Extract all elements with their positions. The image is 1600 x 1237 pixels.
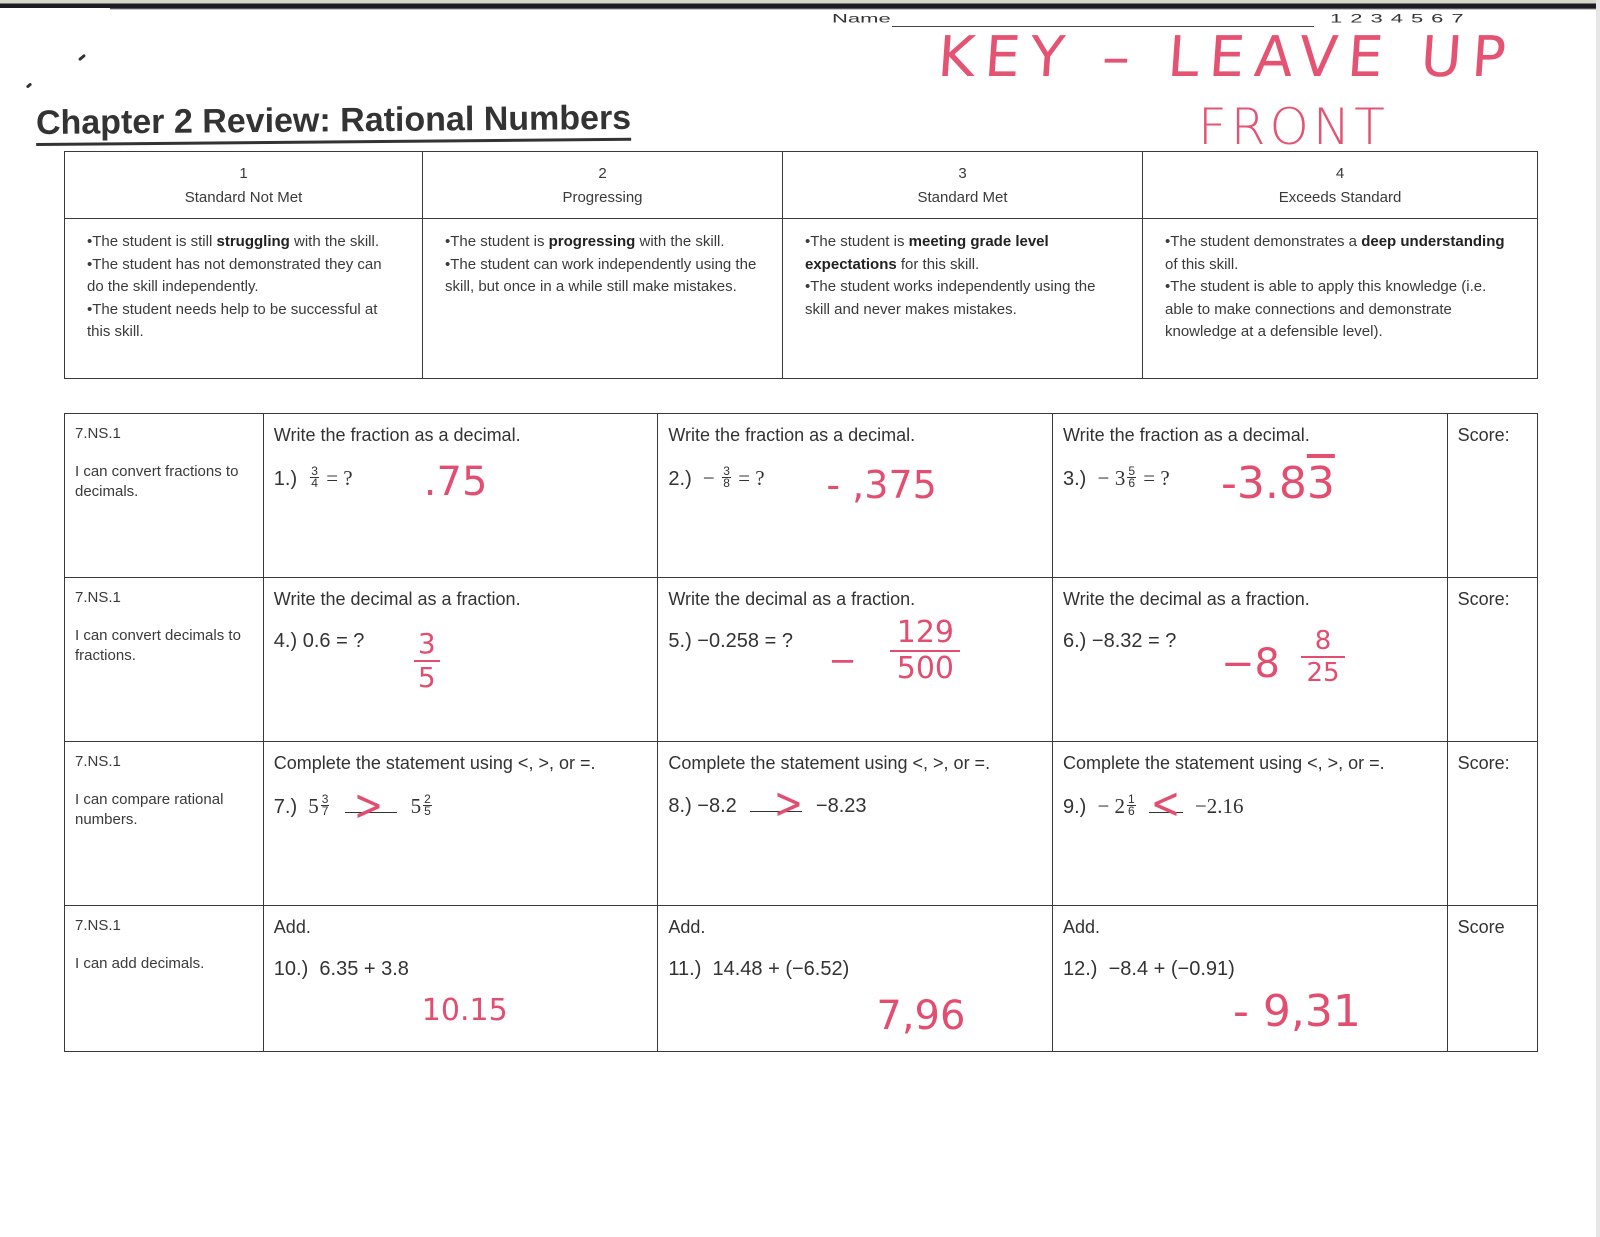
handwritten-answer: < [1150, 778, 1181, 829]
standard-cell [65, 578, 264, 742]
score-cell[interactable] [1447, 742, 1537, 906]
problem-4[interactable] [263, 578, 658, 742]
problem-expression: 8.) −8.2 −8.23 [668, 795, 867, 817]
rubric-desc-2 [423, 219, 783, 379]
standard-description: I can convert fractions to decimals. [75, 463, 239, 500]
score-label: Score: [1457, 589, 1510, 609]
skill-row-fractions-to-decimals [65, 414, 1538, 578]
problem-expression: 2.) − $\frac{3}{8}$ = ? [668, 464, 765, 491]
standard-description: I can add decimals. [75, 955, 205, 972]
skill-row-add-decimals [65, 906, 1538, 1052]
name-label: Name [832, 11, 891, 26]
rubric-bullet: •The student is progressing with the skill. [445, 233, 725, 250]
rubric-bullet: •The student demonstrates a deep understanding of this skill. [1165, 233, 1505, 273]
period-numbers: 1234567 [1330, 11, 1472, 26]
problem-8[interactable] [658, 742, 1053, 906]
problem-instruction: Complete the statement using <, >, or =. [668, 753, 991, 773]
score-cell[interactable] [1447, 906, 1537, 1052]
rubric-bullet: •The student is still struggling with the skill. [87, 233, 380, 250]
problem-7[interactable] [263, 742, 658, 906]
handwritten-answer: - ,375 [826, 463, 937, 507]
handwritten-answer: > [774, 778, 804, 829]
handwritten-answer: 3 5 [414, 630, 440, 692]
rubric-bullet: •The student is meeting grade level expectations for this skill. [805, 233, 1049, 273]
level-number: 2 [598, 165, 607, 182]
problem-5[interactable] [658, 578, 1053, 742]
score-cell[interactable] [1447, 414, 1537, 578]
standard-code: 7.NS.1 [75, 753, 121, 770]
rubric-level-1 [65, 152, 423, 219]
standard-description: I can convert decimals to fractions. [75, 627, 241, 664]
rubric-description-row [65, 219, 1538, 379]
rubric-bullet: •The student has not demonstrated they can do the skill independently. [87, 255, 382, 295]
handwritten-answer: - 9,31 [1232, 986, 1361, 1037]
skill-row-compare-rationals [65, 742, 1538, 906]
standard-cell [65, 906, 264, 1052]
problem-expression: 9.) − 2 $\frac{1}{6}$ −2.16 [1062, 792, 1244, 819]
problem-12[interactable] [1052, 906, 1447, 1052]
rubric-level-3 [783, 152, 1143, 219]
score-label: Score: [1457, 753, 1510, 773]
handwritten-answer: .75 [423, 459, 488, 505]
rubric-desc-4 [1143, 219, 1538, 379]
scan-speck [78, 54, 86, 61]
problem-expression: 5.) −0.258 = ? [668, 630, 793, 652]
problem-expression: 11.) 14.48 + (−6.52) [668, 958, 850, 980]
scan-right-edge [1596, 0, 1600, 1237]
standard-code: 7.NS.1 [75, 589, 121, 606]
problem-expression: 3.) − 3 $\frac{5}{6}$ = ? [1062, 464, 1170, 491]
level-label: Standard Met [917, 189, 1008, 206]
handwritten-answer: 129 500 [890, 618, 960, 684]
level-label: Exceeds Standard [1278, 189, 1402, 206]
problem-instruction: Add. [1062, 917, 1101, 937]
handwritten-key-note: KEY – LEAVE UP [935, 25, 1518, 90]
problem-instruction: Write the decimal as a fraction. [273, 589, 521, 609]
skill-row-decimals-to-fractions [65, 578, 1538, 742]
rubric-desc-3 [783, 219, 1143, 379]
handwritten-answer-sign: − [828, 641, 857, 681]
rubric-level-4 [1143, 152, 1538, 219]
problem-2[interactable] [658, 414, 1053, 578]
handwritten-answer-whole: −8 [1220, 641, 1280, 687]
standard-cell [65, 414, 264, 578]
problem-3[interactable] [1052, 414, 1447, 578]
problem-1[interactable] [263, 414, 658, 578]
name-field[interactable] [832, 4, 891, 30]
problem-11[interactable] [658, 906, 1053, 1052]
handwritten-answer: > [353, 780, 383, 831]
rubric-desc-1 [65, 219, 423, 379]
problem-10[interactable] [263, 906, 658, 1052]
rubric-table [64, 151, 1538, 379]
problem-instruction: Add. [273, 917, 311, 937]
rubric-header-row [65, 152, 1538, 219]
rubric-bullet: •The student works independently using the skill and never makes mistakes. [805, 278, 1096, 318]
standard-code: 7.NS.1 [75, 917, 121, 934]
score-label: Score: [1457, 425, 1510, 445]
problem-expression: 10.) 6.35 + 3.8 [273, 958, 409, 980]
page-title: Chapter 2 Review: Rational Numbers [36, 99, 632, 146]
problem-instruction: Write the fraction as a decimal. [273, 425, 521, 445]
standard-code: 7.NS.1 [75, 425, 121, 442]
handwritten-answer: -3.83 [1220, 458, 1335, 509]
problem-expression: 1.) $\frac{3}{4}$ = ? [273, 464, 353, 491]
problem-expression: 4.) 0.6 = ? [273, 630, 365, 652]
problem-9[interactable] [1052, 742, 1447, 906]
problem-expression: 12.) −8.4 + (−0.91) [1062, 958, 1235, 980]
level-label: Progressing [562, 189, 643, 206]
problem-instruction: Add. [668, 917, 706, 937]
problems-table [64, 413, 1538, 1052]
problem-expression: 7.) 5 $\frac{3}{7}$ 5 $\frac{2}{5}$ [273, 792, 431, 819]
problem-expression: 6.) −8.32 = ? [1062, 630, 1177, 652]
problem-instruction: Write the fraction as a decimal. [668, 425, 916, 445]
problem-6[interactable] [1052, 578, 1447, 742]
handwritten-answer: 10.15 [421, 993, 508, 1028]
problem-instruction: Write the decimal as a fraction. [668, 589, 916, 609]
rubric-level-2 [423, 152, 783, 219]
standard-cell [65, 742, 264, 906]
standard-description: I can compare rational numbers. [75, 791, 224, 828]
problem-instruction: Complete the statement using <, >, or =. [273, 753, 596, 773]
problem-instruction: Write the decimal as a fraction. [1062, 589, 1310, 609]
level-number: 4 [1335, 165, 1345, 182]
score-label: Score [1457, 917, 1505, 937]
handwritten-answer: 7,96 [876, 993, 966, 1039]
level-number: 3 [958, 165, 967, 182]
scan-speck [26, 82, 33, 88]
handwritten-answer: 8 25 [1301, 628, 1345, 686]
problem-instruction: Write the fraction as a decimal. [1062, 425, 1310, 445]
rubric-bullet: •The student is able to apply this knowledge (i.e. able to make connections and demonstrate knowledge at a defensible level). [1165, 278, 1487, 340]
level-number: 1 [239, 165, 248, 182]
problem-instruction: Complete the statement using <, >, or =. [1062, 753, 1385, 773]
rubric-bullet: •The student needs help to be successful at this skill. [87, 300, 378, 340]
rubric-bullet: •The student can work independently using the skill, but once in a while still make mistakes. [445, 255, 757, 295]
handwritten-key-note-2: FRONT [1198, 98, 1389, 156]
level-label: Standard Not Met [184, 189, 303, 206]
score-cell[interactable] [1447, 578, 1537, 742]
